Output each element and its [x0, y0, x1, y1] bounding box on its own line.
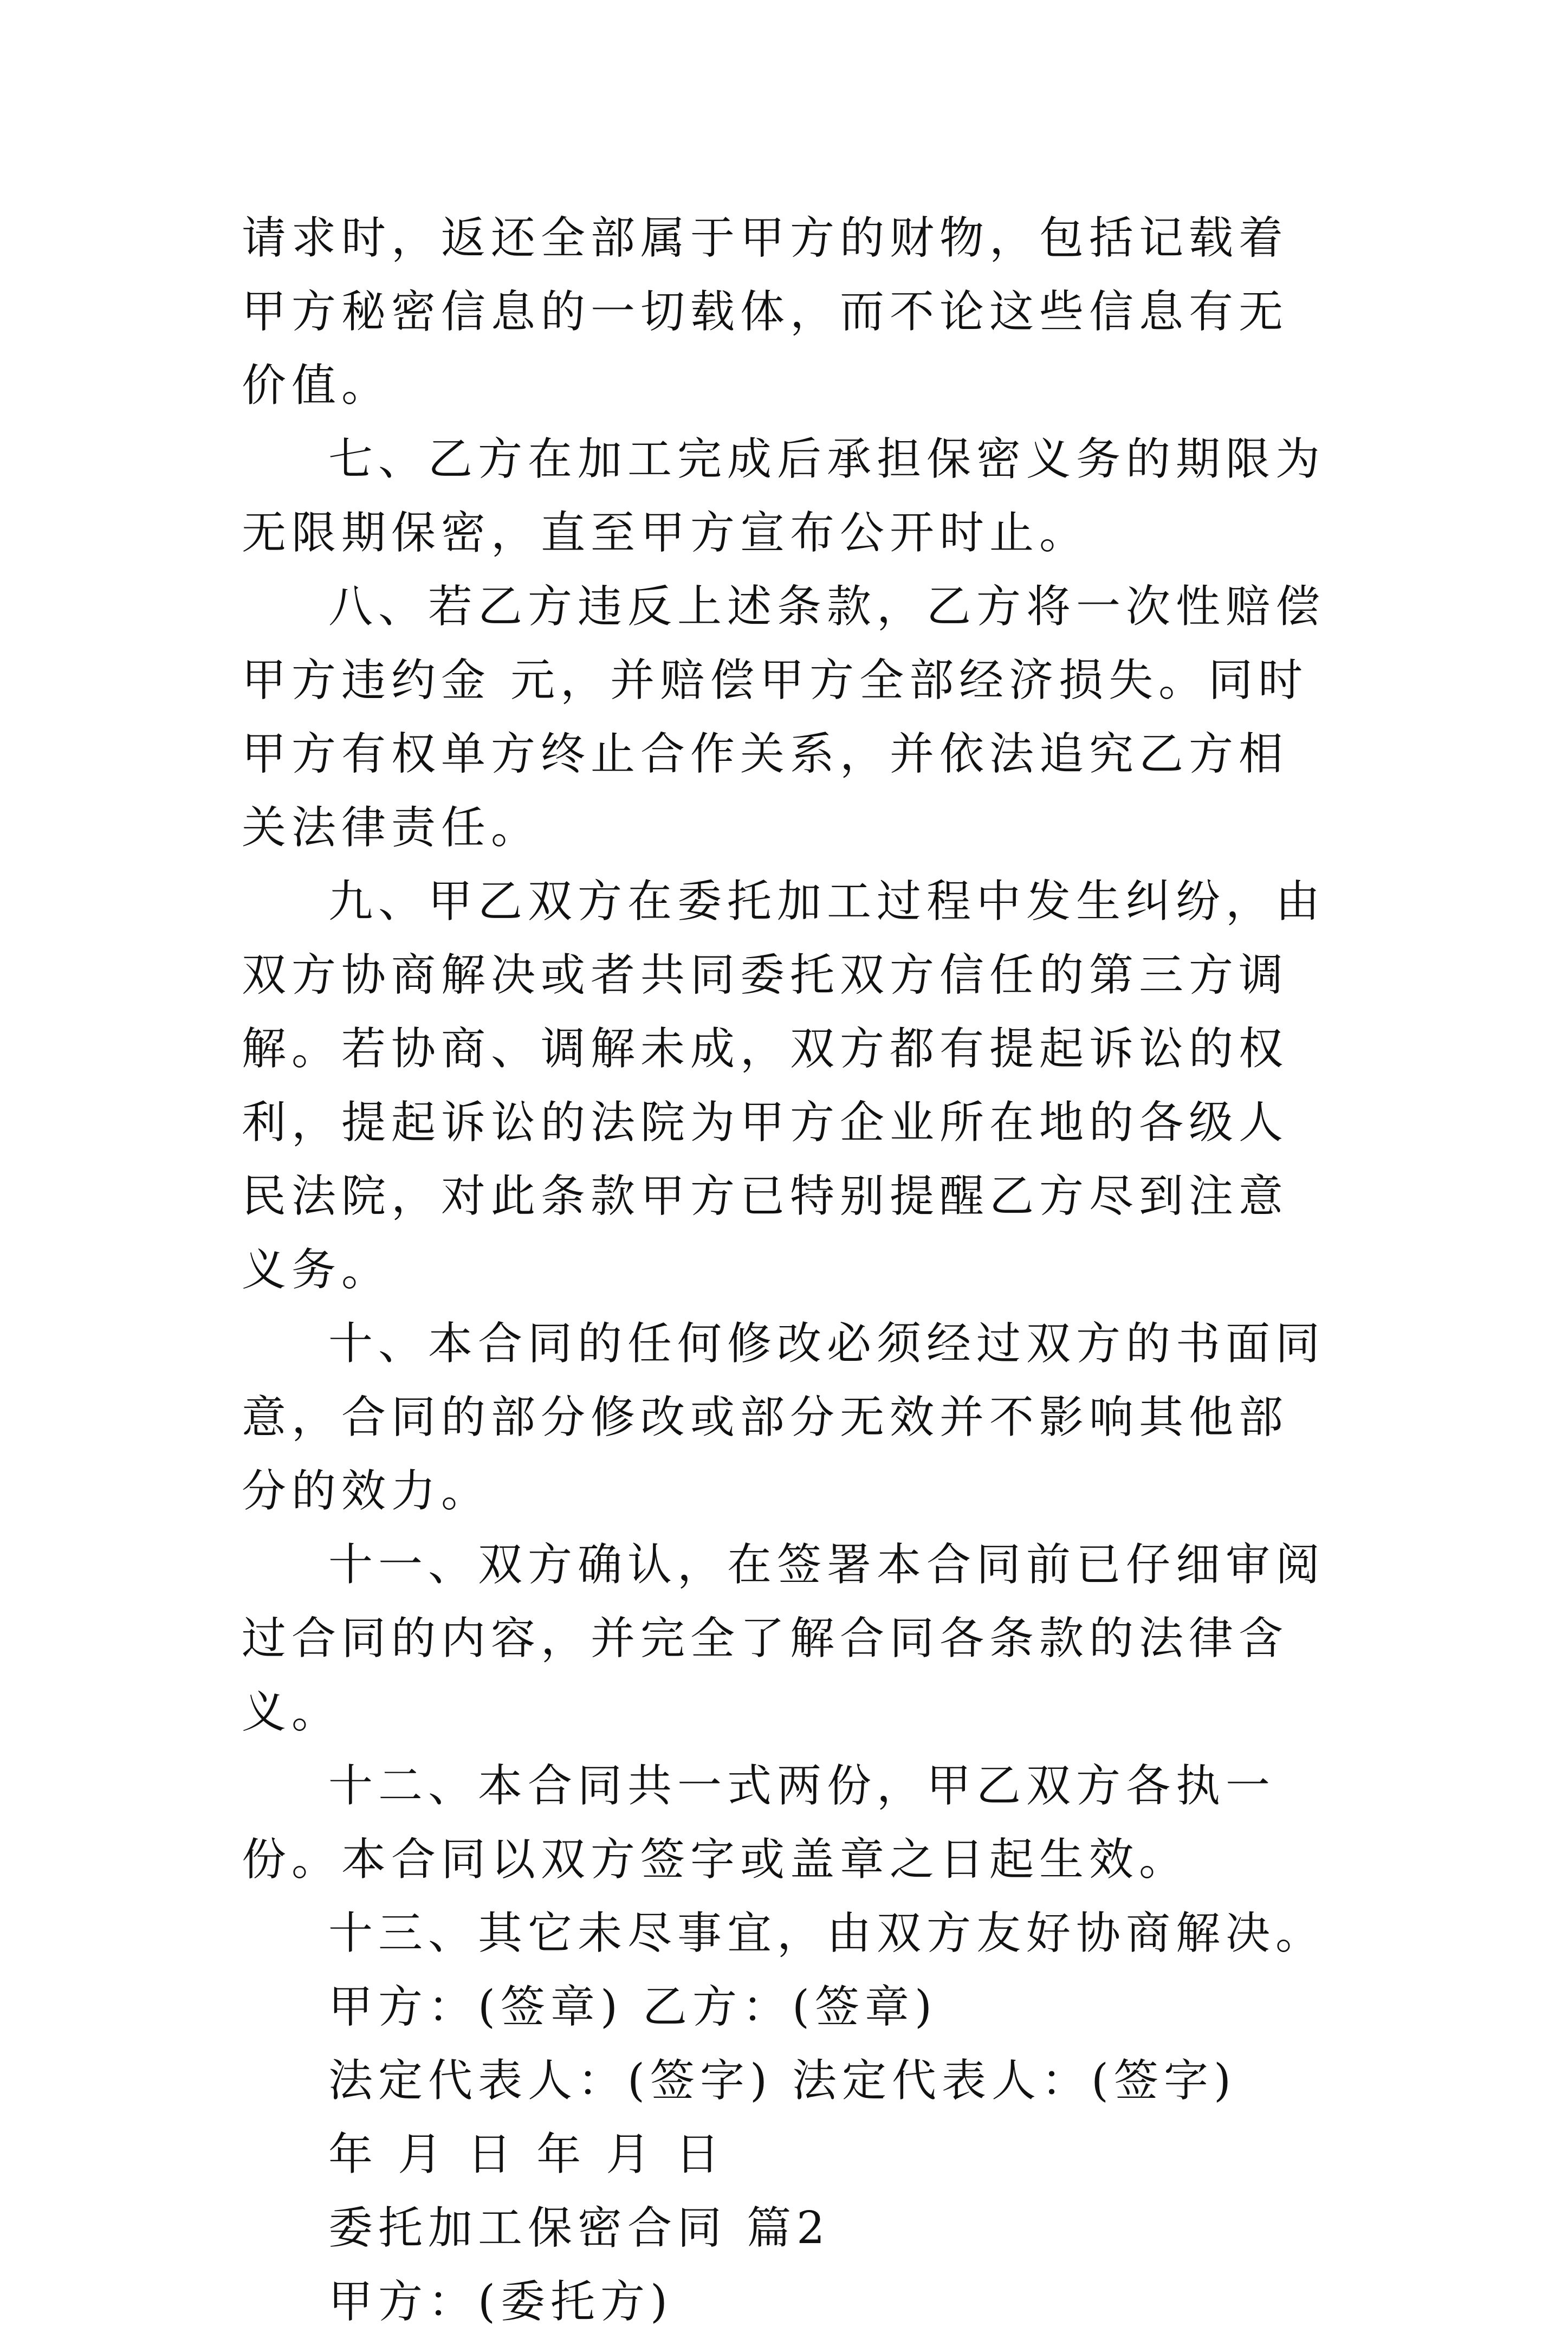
date-line: 年 月 日 年 月 日 — [328, 2129, 725, 2180]
paragraph-return-property: 请求时，返还全部属于甲方的财物，包括记载着甲方秘密信息的一切载体，而不论这些信息有无价值。 — [242, 212, 1289, 411]
paragraph-clause-7: 七、乙方在加工完成后承担保密义务的期限为无限期保密，直至甲方宣布公开时止。 — [242, 434, 1326, 559]
contract-section-title: 委托加工保密合同 篇2 — [328, 2202, 831, 2254]
paragraph-clause-11: 十一、双方确认，在签署本合同前已仔细审阅过合同的内容，并完全了解合同各条款的法律含义。 — [242, 1539, 1326, 1738]
paragraph-clause-8: 八、若乙方违反上述条款，乙方将一次性赔偿甲方违约金 元，并赔偿甲方全部经济损失。同时甲方有权单方终止合作关系，并依法追究乙方相关法律责任。 — [242, 581, 1326, 854]
party-a-label: 甲方：(委托方) — [328, 2276, 673, 2328]
paragraph-clause-13: 十三、其它未尽事宜，由双方友好协商解决。 — [328, 1908, 1326, 1959]
legal-representative-line: 法定代表人：(签字) 法定代表人：(签字) — [328, 2055, 1237, 2107]
paragraph-clause-12: 十二、本合同共一式两份，甲乙双方各执一份。本合同以双方签字或盖章之日起生效。 — [242, 1760, 1276, 1885]
paragraph-clause-10: 十、本合同的任何修改必须经过双方的书面同意，合同的部分修改或部分无效并不影响其他部分的效力。 — [242, 1318, 1326, 1517]
signature-party-line: 甲方：(签章) 乙方：(签章) — [328, 1981, 938, 2033]
document-body — [242, 202, 1336, 2339]
paragraph-clause-9: 九、甲乙双方在委托加工过程中发生纠纷，由双方协商解决或者共同委托双方信任的第三方调解。若协商、调解未成，双方都有提起诉讼的权利，提起诉讼的法院为甲方企业所在地的各级人民法院，对此条款甲方已特别提醒乙方尽到注意义务。 — [242, 876, 1326, 1296]
